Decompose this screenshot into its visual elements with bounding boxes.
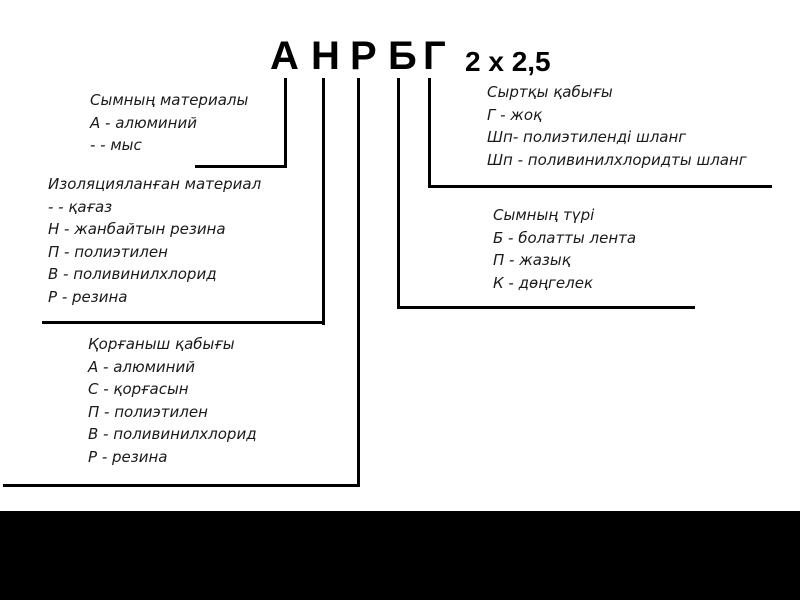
legend-item: П - жазық: [493, 251, 571, 269]
letter-g: Г: [423, 34, 446, 78]
connector-r-vertical: [357, 78, 360, 487]
letter-a: А: [270, 34, 299, 78]
legend-item: - - қағаз: [48, 197, 113, 216]
legend-item: С - қорғасын: [88, 380, 189, 398]
connector-b-horizontal: [397, 306, 695, 309]
letter-n: Н: [311, 34, 340, 78]
letter-r: Р: [350, 34, 377, 78]
legend-item: Б - болатты лента: [493, 228, 637, 247]
legend-heading: Изоляцияланған материал: [48, 175, 262, 193]
legend-item: Г - жоқ: [487, 105, 543, 124]
connector-a-vertical: [284, 78, 287, 168]
legend-conductor-material: [90, 89, 248, 157]
connector-r-horizontal: [3, 484, 360, 487]
bottom-black-band: [0, 511, 800, 600]
legend-outer-cover: [487, 81, 747, 171]
letter-b: Б: [388, 34, 417, 78]
legend-item: К - дөңгелек: [493, 273, 594, 292]
legend-item: Н - жанбайтын резина: [48, 220, 226, 238]
legend-heading: Сымның түрі: [493, 206, 595, 224]
legend-item: - - мыс: [90, 136, 142, 154]
legend-heading: Сымның материалы: [90, 91, 249, 109]
legend-item: В - поливинилхлорид: [88, 425, 257, 443]
legend-item: А - алюминий: [90, 113, 197, 132]
connector-g-vertical: [428, 78, 431, 188]
connector-b-vertical: [397, 78, 400, 309]
legend-wire-type: [493, 204, 636, 294]
legend-heading: Сыртқы қабығы: [487, 83, 613, 101]
legend-heading: Қорғаныш қабығы: [88, 335, 235, 353]
legend-item: Р - резина: [48, 287, 128, 306]
legend-item: Р - резина: [88, 447, 168, 466]
legend-item: П - полиэтилен: [48, 242, 168, 261]
connector-n-horizontal: [42, 321, 325, 324]
connector-a-horizontal: [195, 165, 287, 168]
connector-g-horizontal: [428, 185, 772, 188]
legend-item: В - поливинилхлорид: [48, 265, 217, 283]
legend-item: А - алюминий: [88, 357, 195, 376]
legend-item: Шп- полиэтиленді шланг: [487, 128, 687, 146]
legend-insulation-material: [48, 173, 261, 308]
connector-n-vertical: [322, 78, 325, 325]
legend-item: Шп - поливинилхлоридты шланг: [487, 150, 747, 169]
size-label: 2 х 2,5: [465, 46, 551, 77]
legend-protective-sheath: [88, 333, 257, 468]
legend-item: П - полиэтилен: [88, 402, 208, 421]
